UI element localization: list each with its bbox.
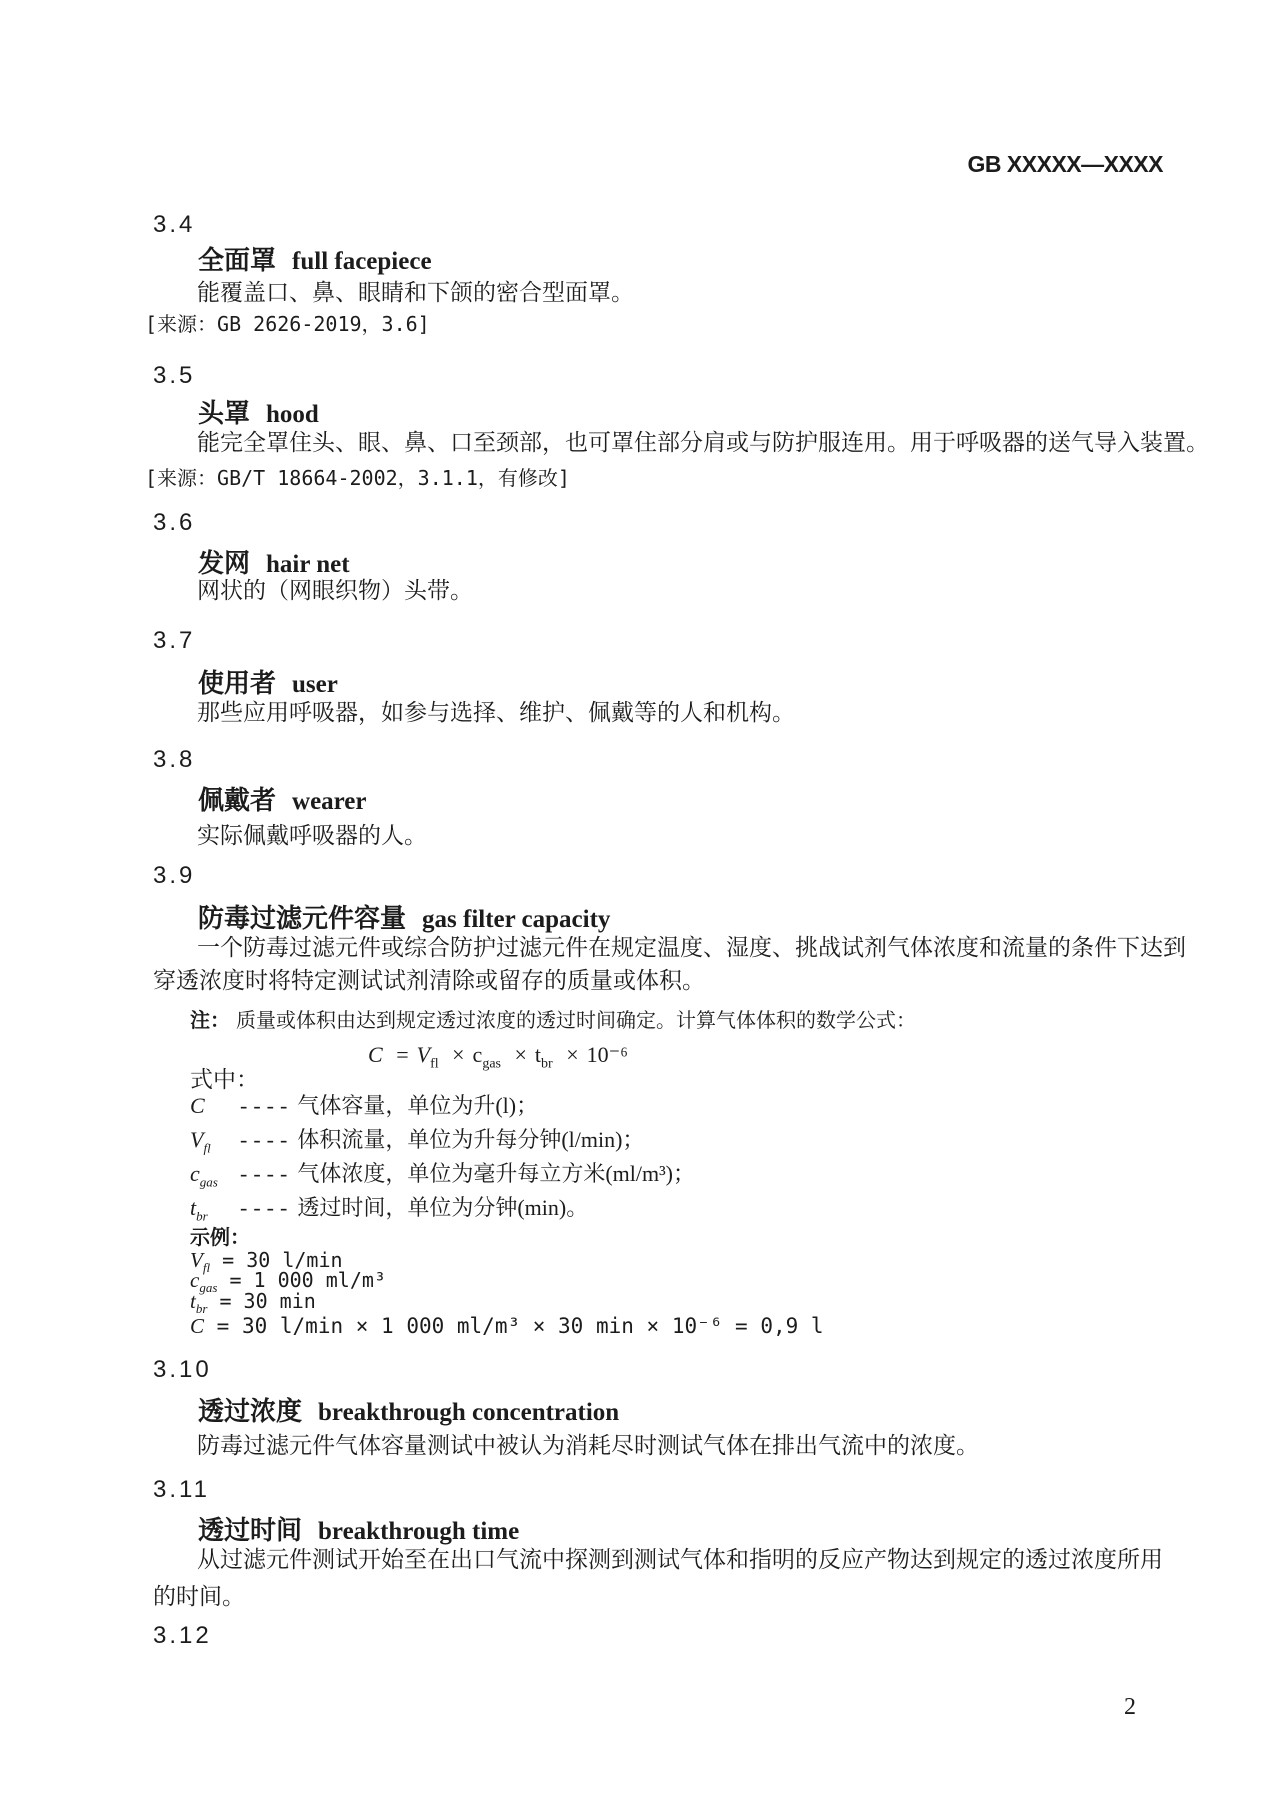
symbol: C bbox=[190, 1314, 205, 1338]
formula-times-2: × bbox=[514, 1042, 527, 1067]
term-heading-3-9 bbox=[198, 903, 610, 936]
definition-3-7: 那些应用呼吸器，如参与选择、维护、佩戴等的人和机构。 bbox=[197, 700, 795, 725]
term-cn: 佩戴者 bbox=[198, 786, 277, 816]
term-en: hair net bbox=[266, 551, 350, 578]
section-number-3-7: 3.7 bbox=[153, 627, 196, 654]
symbol-sub: gas bbox=[199, 1280, 218, 1296]
symbol-sub: fl bbox=[202, 1260, 211, 1276]
section-number-3-5: 3.5 bbox=[153, 362, 196, 389]
term-cn: 透过浓度 bbox=[198, 1397, 303, 1427]
formula-times-1: × bbox=[452, 1042, 465, 1067]
note-line bbox=[190, 1008, 916, 1034]
formula-power: 10⁻⁶ bbox=[586, 1042, 628, 1067]
term-en: gas filter capacity bbox=[422, 906, 611, 933]
formula-t: t bbox=[534, 1042, 542, 1067]
term-en: hood bbox=[266, 401, 319, 428]
symbol: V bbox=[190, 1248, 203, 1272]
formula-t-sub: br bbox=[541, 1056, 553, 1072]
formula-equals: = bbox=[396, 1042, 409, 1067]
symbol: c bbox=[190, 1268, 200, 1292]
source-note-3-5: [来源：GB/T 18664-2002，3.1.1，有修改] bbox=[145, 466, 570, 490]
dash-leader: ---- bbox=[240, 1161, 294, 1186]
section-number-3-12: 3.12 bbox=[153, 1622, 212, 1649]
term-heading-3-11 bbox=[198, 1515, 519, 1548]
term-heading-3-7 bbox=[198, 668, 338, 701]
where-text: 透过时间，单位为分钟(min)。 bbox=[297, 1195, 589, 1220]
definition-3-5: 能完全罩住头、眼、鼻、口至颈部，也可罩住部分肩或与防护服连用。用于呼吸器的送气导入装置。 bbox=[197, 430, 1209, 455]
formula-c: c bbox=[472, 1042, 483, 1067]
term-en: breakthrough concentration bbox=[318, 1399, 620, 1426]
symbol-sub: br bbox=[195, 1301, 208, 1317]
dash-leader: ---- bbox=[240, 1195, 294, 1220]
symbol: c bbox=[190, 1161, 200, 1186]
where-item-tbr bbox=[190, 1194, 588, 1225]
term-en: breakthrough time bbox=[318, 1518, 520, 1545]
note-text: 质量或体积由达到规定透过浓度的透过时间确定。计算气体体积的数学公式： bbox=[236, 1010, 916, 1032]
section-number-3-10: 3.10 bbox=[153, 1356, 212, 1383]
note-label: 注： bbox=[190, 1008, 230, 1032]
term-cn: 使用者 bbox=[198, 669, 277, 699]
term-heading-3-6 bbox=[198, 548, 350, 581]
where-item-cgas bbox=[190, 1160, 695, 1191]
symbol: t bbox=[190, 1195, 197, 1220]
symbol: V bbox=[190, 1127, 204, 1152]
term-heading-3-4 bbox=[198, 245, 432, 278]
section-number-3-6: 3.6 bbox=[153, 509, 196, 536]
example-value: = 30 l/min bbox=[222, 1248, 343, 1272]
definition-3-11-line1: 从过滤元件测试开始至在出口气流中探测到测试气体和指明的反应产物达到规定的透过浓度所用 bbox=[197, 1547, 1163, 1572]
example-value: = 30 min bbox=[219, 1289, 316, 1313]
formula-V-sub: fl bbox=[430, 1056, 439, 1072]
where-text: 气体浓度，单位为毫升每立方米(ml/m³)； bbox=[297, 1161, 696, 1186]
symbol-sub: gas bbox=[199, 1174, 218, 1190]
definition-3-4: 能覆盖口、鼻、眼睛和下颌的密合型面罩。 bbox=[197, 280, 634, 305]
page-number: 2 bbox=[1124, 1694, 1136, 1720]
term-heading-3-5 bbox=[198, 398, 319, 431]
section-number-3-4: 3.4 bbox=[153, 211, 196, 238]
where-item-C bbox=[190, 1092, 538, 1123]
formula-c-sub: gas bbox=[482, 1056, 501, 1072]
example-value: = 1 000 ml/m³ bbox=[229, 1268, 386, 1292]
source-note-3-4: [来源：GB 2626-2019，3.6] bbox=[145, 312, 430, 336]
symbol-sub: fl bbox=[203, 1140, 211, 1156]
where-text: 气体容量，单位为升(l)； bbox=[297, 1093, 539, 1118]
formula-V: V bbox=[416, 1042, 431, 1067]
term-heading-3-10 bbox=[198, 1396, 619, 1429]
term-en: wearer bbox=[292, 788, 367, 815]
term-cn: 头罩 bbox=[198, 399, 251, 429]
term-cn: 发网 bbox=[198, 549, 251, 579]
where-label: 式中： bbox=[190, 1067, 259, 1092]
where-item-Vfl bbox=[190, 1126, 644, 1157]
section-number-3-8: 3.8 bbox=[153, 746, 196, 773]
term-en: user bbox=[292, 671, 338, 698]
term-cn: 全面罩 bbox=[198, 246, 277, 276]
symbol: C bbox=[190, 1093, 205, 1118]
term-en: full facepiece bbox=[292, 248, 432, 275]
definition-3-6: 网状的（网眼织物）头带。 bbox=[197, 578, 473, 603]
dash-leader: ---- bbox=[240, 1127, 294, 1152]
term-cn: 透过时间 bbox=[198, 1516, 303, 1546]
where-text: 体积流量，单位为升每分钟(l/min)； bbox=[297, 1127, 645, 1152]
term-cn: 防毒过滤元件容量 bbox=[198, 904, 407, 934]
symbol-sub: br bbox=[196, 1208, 208, 1224]
definition-3-9-line1: 一个防毒过滤元件或综合防护过滤元件在规定温度、湿度、挑战试剂气体浓度和流量的条件下达到 bbox=[197, 935, 1186, 960]
example-line-result bbox=[190, 1313, 824, 1342]
symbol: t bbox=[190, 1289, 196, 1313]
gas-capacity-formula bbox=[368, 1041, 628, 1073]
section-number-3-9: 3.9 bbox=[153, 862, 196, 889]
doc-code-header: GB XXXXX—XXXX bbox=[967, 151, 1163, 177]
dash-leader: ---- bbox=[240, 1093, 294, 1118]
section-number-3-11: 3.11 bbox=[153, 1476, 210, 1503]
formula-C: C bbox=[368, 1042, 383, 1067]
formula-times-3: × bbox=[566, 1042, 579, 1067]
definition-3-10: 防毒过滤元件气体容量测试中被认为消耗尽时测试气体在排出气流中的浓度。 bbox=[197, 1433, 979, 1458]
definition-3-8: 实际佩戴呼吸器的人。 bbox=[197, 823, 427, 848]
definition-3-11-line2: 的时间。 bbox=[153, 1584, 245, 1609]
example-value: = 30 l/min × 1 000 ml/m³ × 30 min × 10⁻⁶ = 0,9 l bbox=[216, 1314, 824, 1338]
definition-3-9-line2: 穿透浓度时将特定测试试剂清除或留存的质量或体积。 bbox=[153, 968, 705, 993]
example-label: 示例： bbox=[190, 1225, 250, 1249]
term-heading-3-8 bbox=[198, 785, 367, 818]
